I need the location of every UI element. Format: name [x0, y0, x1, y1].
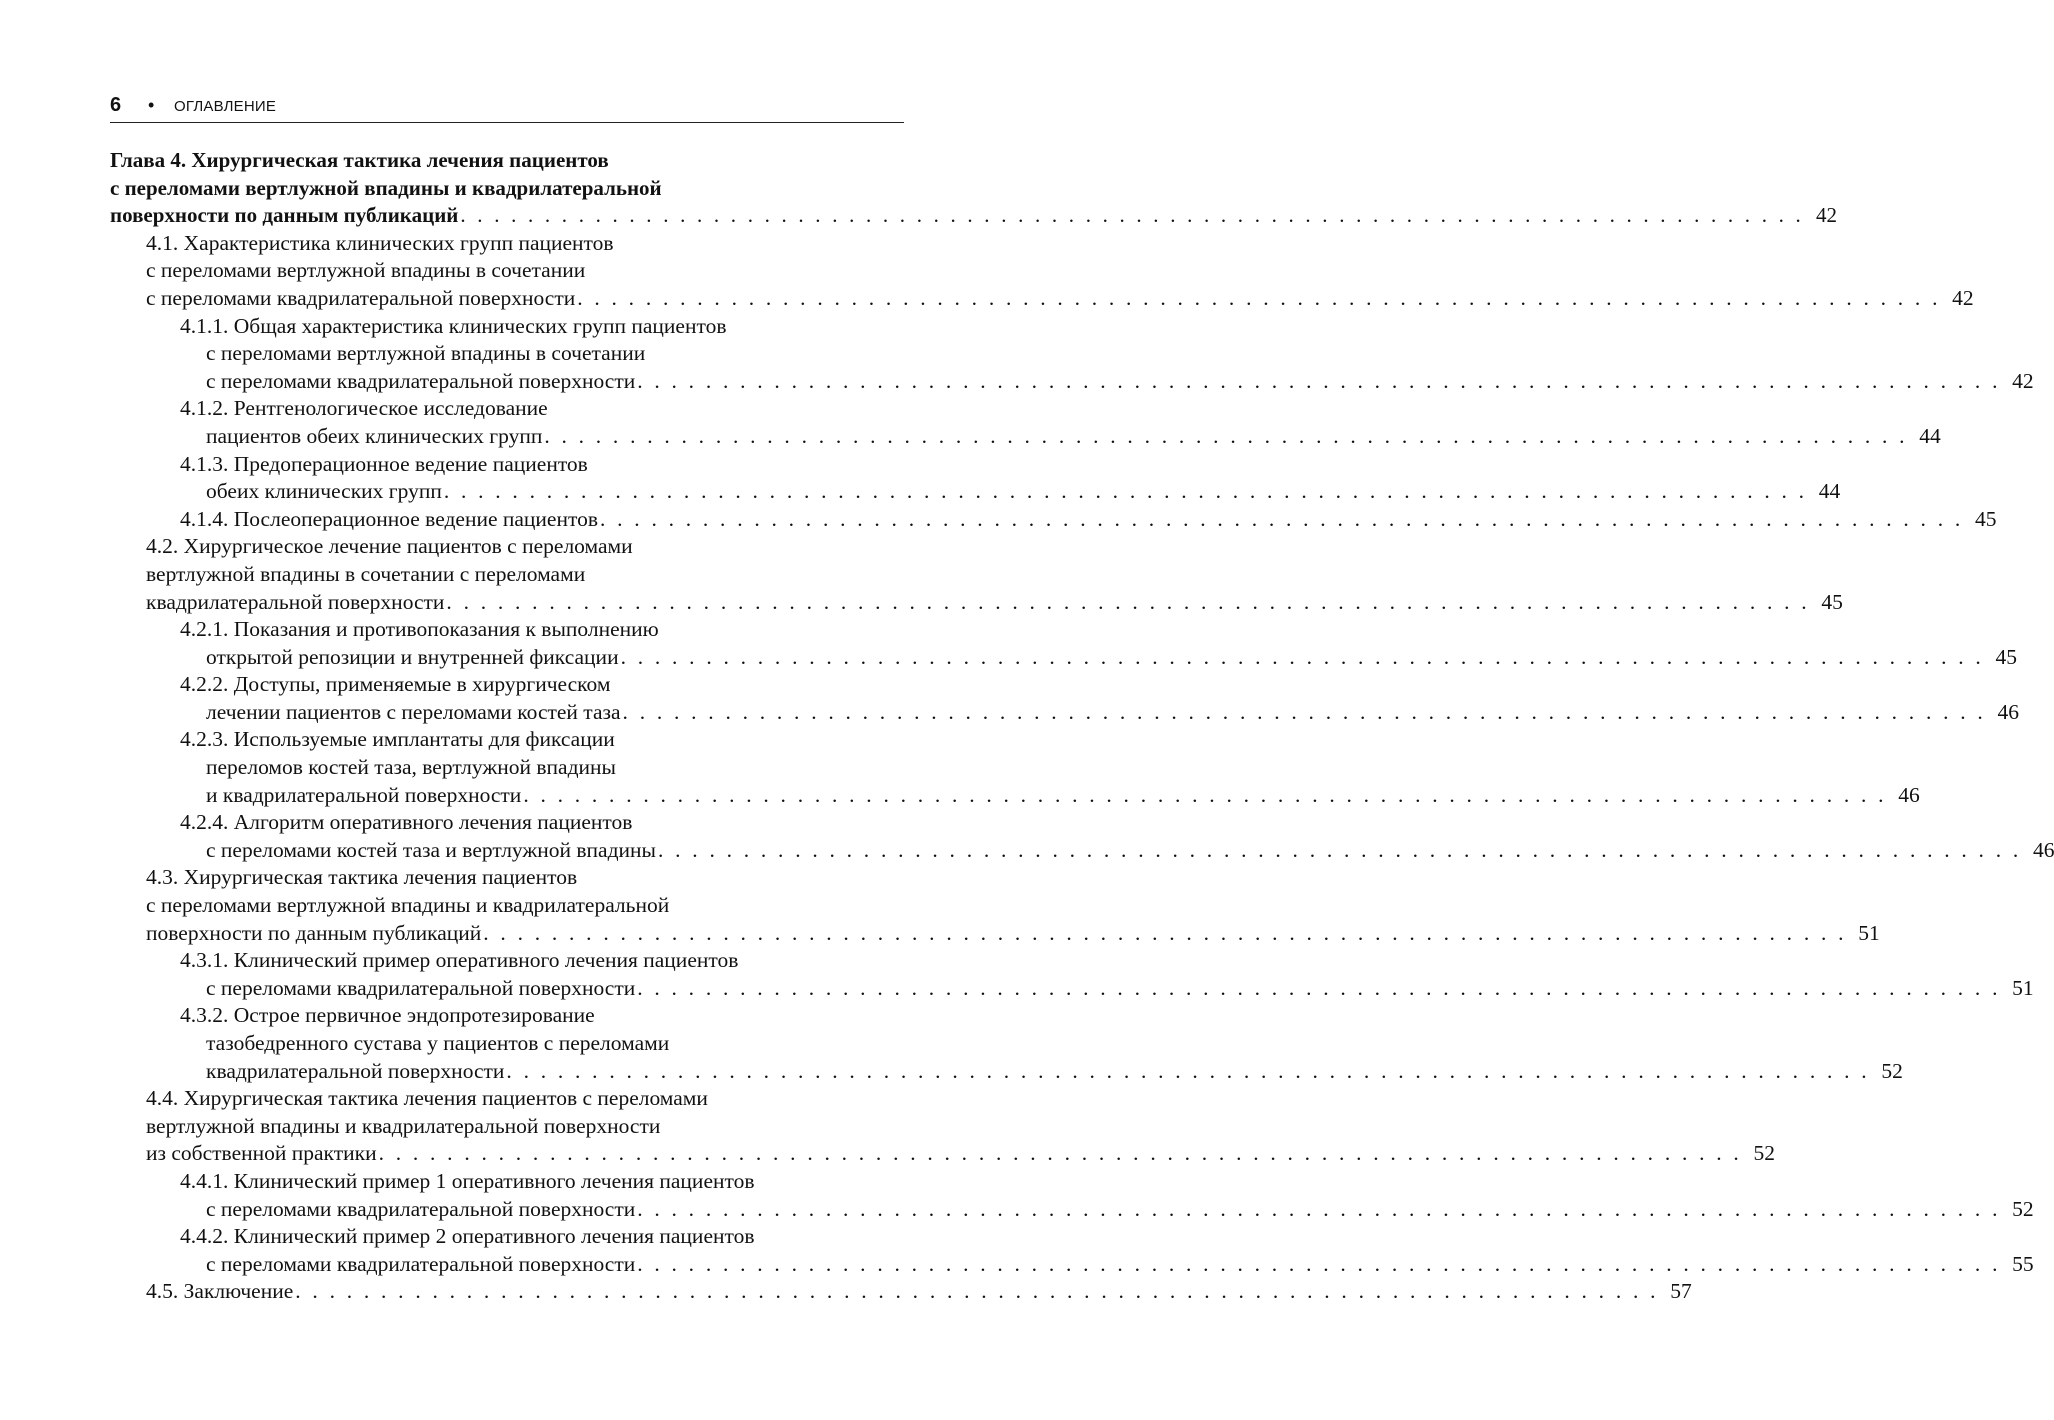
toc-entry-line [180, 837, 2054, 865]
toc-entry-line [180, 1058, 1903, 1086]
dot-leader: . . . . . . . . . . . . . . . . . . . . . . . . . . . . . . . . . . . . . . . . . . . . . . . . . . . . . . . . . . . . . . . . . . . . . . . . . . . . . . . . [460, 203, 1804, 228]
dot-leader: . . . . . . . . . . . . . . . . . . . . . . . . . . . . . . . . . . . . . . . . . . . . . . . . . . . . . . . . . . . . . . . . . . . . . . . . . . . . . . . . [378, 1141, 1743, 1166]
bullet-icon: • [148, 95, 155, 115]
toc-entry-text: из собственной практики [146, 1141, 377, 1166]
toc-entry-line [110, 202, 1837, 230]
toc-entry-line: 4.2.3. Используемые имплантаты для фиксации [180, 727, 615, 752]
toc-page-number: 46 [2032, 837, 2054, 862]
toc-entry[interactable] [110, 671, 2019, 726]
toc-entry[interactable] [110, 616, 2018, 671]
toc-entry-line [146, 920, 1880, 948]
dot-leader: . . . . . . . . . . . . . . . . . . . . . . . . . . . . . . . . . . . . . . . . . . . . . . . . . . . . . . . . . . . . . . . . . . . . . . . . . . . . . . . . [637, 1196, 2001, 1221]
toc-entry-line: Глава 4. Хирургическая тактика лечения пациентов [110, 148, 609, 172]
dot-leader: . . . . . . . . . . . . . . . . . . . . . . . . . . . . . . . . . . . . . . . . . . . . . . . . . . . . . . . . . . . . . . . . . . . . . . . . . . . . . . . . [622, 699, 1986, 724]
toc-page-number: 51 [1858, 920, 1880, 945]
toc-entry-line: вертлужной впадины в сочетании с переломами [146, 561, 586, 586]
toc-entry-text: с переломами квадрилатеральной поверхности [206, 1196, 636, 1221]
toc-entry-text: с переломами квадрилатеральной поверхности [146, 285, 576, 310]
toc-entry-line: 4.2.1. Показания и противопоказания к выполнению [180, 617, 659, 642]
toc-entry[interactable] [110, 506, 1997, 534]
toc-entry-text: 4.5. Заключение [146, 1279, 294, 1304]
dot-leader: . . . . . . . . . . . . . . . . . . . . . . . . . . . . . . . . . . . . . . . . . . . . . . . . . . . . . . . . . . . . . . . . . . . . . . . . . . . . . . . . [620, 644, 1985, 669]
toc-entry-line [180, 423, 1941, 451]
toc-entry[interactable] [110, 726, 1920, 809]
dot-leader: . . . . . . . . . . . . . . . . . . . . . . . . . . . . . . . . . . . . . . . . . . . . . . . . . . . . . . . . . . . . . . . . . . . . . . . . . . . . . . . . [637, 368, 2001, 393]
toc-page-number: 44 [1818, 479, 1841, 504]
toc-entry-line: тазобедренного сустава у пациентов с переломами [206, 1031, 670, 1055]
toc-page-number: 46 [1997, 699, 2019, 724]
toc-entry-text: квадрилатеральной поверхности [206, 1058, 505, 1083]
toc-entry-text: обеих клинических групп [206, 479, 442, 504]
toc-entry-text: 4.1.4. Послеоперационное ведение пациентов [180, 506, 598, 531]
toc-entry-line: 4.1. Характеристика клинических групп пациентов [146, 230, 614, 255]
dot-leader: . . . . . . . . . . . . . . . . . . . . . . . . . . . . . . . . . . . . . . . . . . . . . . . . . . . . . . . . . . . . . . . . . . . . . . . . . . . . . . . . [446, 589, 1810, 614]
dot-leader: . . . . . . . . . . . . . . . . . . . . . . . . . . . . . . . . . . . . . . . . . . . . . . . . . . . . . . . . . . . . . . . . . . . . . . . . . . . . . . . . [658, 837, 2022, 862]
toc-entry-line: 4.2.2. Доступы, применяемые в хирургическом [180, 672, 611, 697]
dot-leader: . . . . . . . . . . . . . . . . . . . . . . . . . . . . . . . . . . . . . . . . . . . . . . . . . . . . . . . . . . . . . . . . . . . . . . . . . . . . . . . . [637, 1251, 2001, 1276]
toc-entry-line: с переломами вертлужной впадины и квадрилатеральной [146, 893, 670, 918]
toc-entry-line [146, 589, 1843, 617]
toc-entry[interactable] [110, 1168, 2034, 1223]
toc-entry-line [146, 1278, 1692, 1306]
toc-entry-line: с переломами вертлужной впадины в сочетании [146, 258, 586, 283]
toc-entry-text: и квадрилатеральной поверхности [206, 782, 522, 807]
toc-page-number: 42 [1952, 285, 1974, 310]
running-header [110, 92, 904, 123]
toc-page-number: 45 [1974, 506, 1997, 531]
toc-entry-line [180, 1196, 2034, 1224]
dot-leader: . . . . . . . . . . . . . . . . . . . . . . . . . . . . . . . . . . . . . . . . . . . . . . . . . . . . . . . . . . . . . . . . . . . . . . . . . . . . . . . . [523, 782, 1887, 807]
toc-entry-line: вертлужной впадины и квадрилатеральной поверхности [146, 1113, 661, 1138]
dot-leader: . . . . . . . . . . . . . . . . . . . . . . . . . . . . . . . . . . . . . . . . . . . . . . . . . . . . . . . . . . . . . . . . . . . . . . . . . . . . . . . . [295, 1279, 1659, 1304]
toc-entry-line: 4.1.2. Рентгенологическое исследование [180, 396, 548, 421]
toc-entry-text: с переломами костей таза и вертлужной впадины [206, 837, 656, 862]
page-number: 6 [110, 94, 122, 116]
toc-page-number: 45 [1995, 644, 2018, 669]
toc-entry-line [180, 478, 1841, 506]
toc-entry-line: с переломами вертлужной впадины и квадрилатеральной [110, 175, 662, 200]
toc-page-number: 51 [2012, 975, 2034, 1000]
toc-entry-text: с переломами квадрилатеральной поверхности [206, 368, 636, 393]
toc-entry[interactable] [110, 395, 1941, 450]
toc-entry[interactable] [110, 947, 2034, 1002]
toc-entry-text: открытой репозиции и внутренней фиксации [206, 644, 619, 669]
toc-entry[interactable] [110, 1085, 1776, 1168]
toc-entry[interactable] [110, 1223, 2034, 1278]
dot-leader: . . . . . . . . . . . . . . . . . . . . . . . . . . . . . . . . . . . . . . . . . . . . . . . . . . . . . . . . . . . . . . . . . . . . . . . . . . . . . . . . [506, 1058, 1870, 1083]
toc-entry-line [146, 1140, 1776, 1168]
toc-entry-line: 4.3.2. Острое первичное эндопротезирование [180, 1003, 595, 1028]
table-of-contents [110, 147, 2054, 1306]
toc-page-number: 55 [2012, 1251, 2034, 1276]
toc-entry[interactable] [110, 809, 2054, 864]
toc-entry-line [180, 782, 1920, 810]
toc-entry-line [146, 285, 1974, 313]
toc-entry[interactable] [110, 451, 1841, 506]
toc-page-number: 44 [1919, 423, 1941, 448]
toc-entry[interactable] [110, 1002, 1903, 1085]
toc-entry-line: 4.1.3. Предоперационное ведение пациентов [180, 451, 588, 476]
toc-entry-line [180, 368, 2034, 396]
section-title: ОГЛАВЛЕНИЕ [174, 98, 277, 115]
toc-entry-text: поверхности по данным публикаций [110, 203, 459, 228]
toc-entry-text: поверхности по данным публикаций [146, 920, 482, 945]
dot-leader: . . . . . . . . . . . . . . . . . . . . . . . . . . . . . . . . . . . . . . . . . . . . . . . . . . . . . . . . . . . . . . . . . . . . . . . . . . . . . . . . [577, 285, 1941, 310]
dot-leader: . . . . . . . . . . . . . . . . . . . . . . . . . . . . . . . . . . . . . . . . . . . . . . . . . . . . . . . . . . . . . . . . . . . . . . . . . . . . . . . . [600, 506, 1964, 531]
toc-entry-line: 4.4.1. Клинический пример 1 оперативного лечения пациентов [180, 1168, 755, 1193]
toc-page-number: 52 [1881, 1058, 1903, 1083]
toc-entry[interactable] [110, 864, 1880, 947]
toc-page-number: 46 [1898, 782, 1920, 807]
toc-page-number: 45 [1821, 589, 1843, 614]
toc-entry[interactable] [110, 533, 1843, 616]
toc-entry-line [180, 506, 1997, 534]
toc-entry-line [180, 644, 2018, 672]
toc-entry-line [180, 1251, 2034, 1279]
dot-leader: . . . . . . . . . . . . . . . . . . . . . . . . . . . . . . . . . . . . . . . . . . . . . . . . . . . . . . . . . . . . . . . . . . . . . . . . . . . . . . . . [443, 479, 1808, 504]
toc-entry[interactable] [110, 230, 1974, 313]
dot-leader: . . . . . . . . . . . . . . . . . . . . . . . . . . . . . . . . . . . . . . . . . . . . . . . . . . . . . . . . . . . . . . . . . . . . . . . . . . . . . . . . [483, 920, 1847, 945]
toc-entry-line [180, 975, 2034, 1003]
toc-page-number: 52 [2012, 1196, 2034, 1221]
toc-entry-text: квадрилатеральной поверхности [146, 589, 445, 614]
toc-page-number: 52 [1753, 1141, 1776, 1166]
toc-page-number: 42 [2012, 368, 2034, 393]
toc-entry-text: пациентов обеих клинических групп [206, 423, 543, 448]
dot-leader: . . . . . . . . . . . . . . . . . . . . . . . . . . . . . . . . . . . . . . . . . . . . . . . . . . . . . . . . . . . . . . . . . . . . . . . . . . . . . . . . [637, 975, 2001, 1000]
toc-entry-line [180, 699, 2019, 727]
toc-chapter-entry[interactable] [110, 147, 1837, 230]
toc-entry-line: 4.2. Хирургическое лечение пациентов с переломами [146, 534, 633, 559]
toc-entry-line: 4.3.1. Клинический пример оперативного лечения пациентов [180, 948, 739, 973]
toc-entry-line: 4.3. Хирургическая тактика лечения пациентов [146, 865, 578, 890]
toc-entry-line: с переломами вертлужной впадины в сочетании [206, 341, 646, 366]
toc-entry[interactable] [110, 313, 2034, 396]
toc-entry-line: 4.1.1. Общая характеристика клинических групп пациентов [180, 313, 727, 338]
toc-entry-text: с переломами квадрилатеральной поверхности [206, 1251, 636, 1276]
dot-leader: . . . . . . . . . . . . . . . . . . . . . . . . . . . . . . . . . . . . . . . . . . . . . . . . . . . . . . . . . . . . . . . . . . . . . . . . . . . . . . . . [544, 423, 1908, 448]
toc-entry-line: переломов костей таза, вертлужной впадины [206, 755, 616, 780]
toc-entry-line: 4.4. Хирургическая тактика лечения пациентов с переломами [146, 1086, 708, 1111]
toc-page-number: 57 [1670, 1279, 1692, 1304]
toc-entry[interactable] [110, 1278, 1692, 1306]
toc-entry-line: 4.4.2. Клинический пример 2 оперативного лечения пациентов [180, 1224, 755, 1249]
toc-entry-text: лечении пациентов с переломами костей таза [206, 699, 621, 724]
toc-page-number: 42 [1815, 203, 1837, 228]
toc-entry-text: с переломами квадрилатеральной поверхности [206, 975, 636, 1000]
toc-entry-line: 4.2.4. Алгоритм оперативного лечения пациентов [180, 810, 633, 835]
